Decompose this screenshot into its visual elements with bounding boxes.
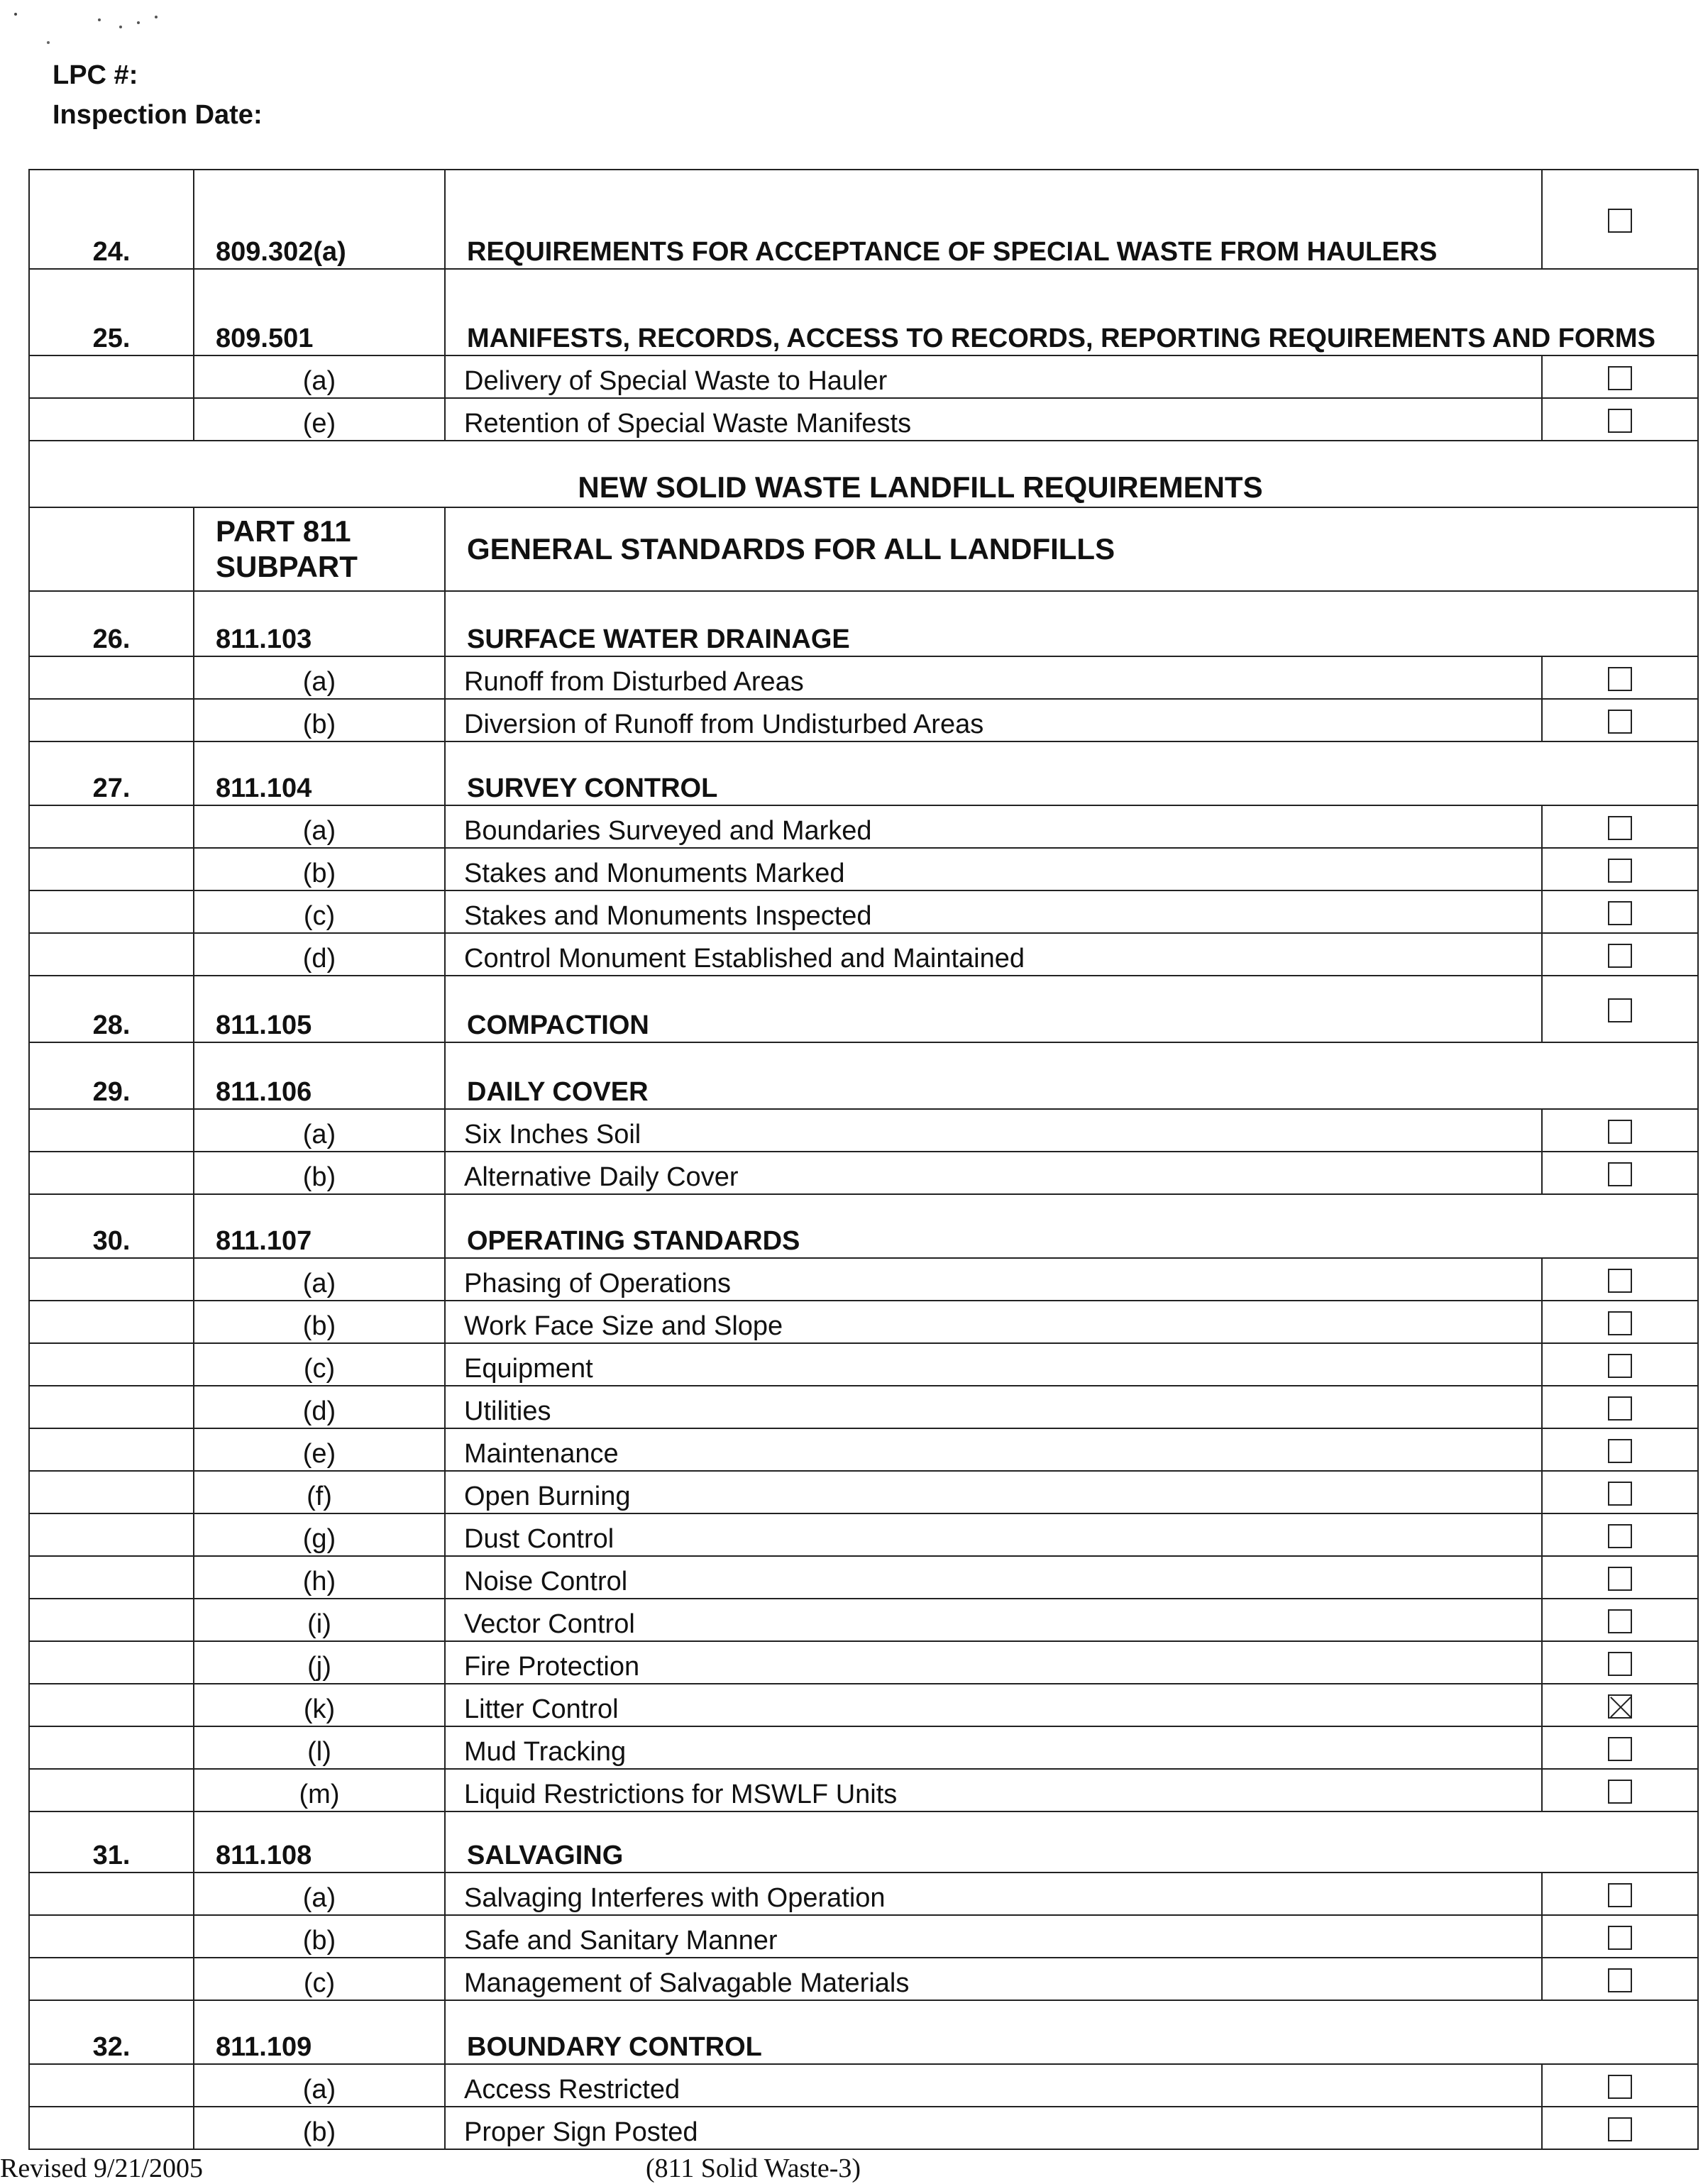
- section-code: 809.302(a): [194, 170, 445, 269]
- empty-cell: [29, 1343, 194, 1386]
- checkbox-cell: [1542, 2107, 1698, 2149]
- checkbox-cell: [1542, 355, 1698, 398]
- empty-cell: [29, 1109, 194, 1152]
- checkbox[interactable]: [1608, 2075, 1632, 2099]
- item-label: Management of Salvagable Materials: [445, 1958, 1542, 2000]
- empty-cell: [29, 1301, 194, 1343]
- item-label: Boundaries Surveyed and Marked: [445, 805, 1542, 848]
- checkbox-cell: [1542, 1109, 1698, 1152]
- subsection-letter: (a): [194, 805, 445, 848]
- checklist-item-row: [29, 1873, 1698, 1915]
- checklist-item-row: [29, 2107, 1698, 2149]
- checkbox-cell: [1542, 1915, 1698, 1958]
- checkbox[interactable]: [1608, 1780, 1632, 1804]
- checkbox-cell: [1542, 1513, 1698, 1556]
- checklist-item-row: [29, 1386, 1698, 1428]
- item-number: 30.: [29, 1194, 194, 1258]
- subsection-letter: (a): [194, 2064, 445, 2107]
- section-code: 811.103: [194, 591, 445, 656]
- checkbox-cell: [1542, 2064, 1698, 2107]
- item-label: Maintenance: [445, 1428, 1542, 1471]
- checkbox[interactable]: [1608, 816, 1632, 840]
- subsection-letter: (d): [194, 1386, 445, 1428]
- empty-cell: [29, 1915, 194, 1958]
- subsection-letter: (l): [194, 1726, 445, 1769]
- section-row: [29, 591, 1698, 656]
- subsection-letter: (i): [194, 1599, 445, 1641]
- banner-title: NEW SOLID WASTE LANDFILL REQUIREMENTS: [578, 470, 1263, 504]
- subsection-letter: (e): [194, 398, 445, 441]
- empty-cell: [29, 398, 194, 441]
- subsection-letter: (f): [194, 1471, 445, 1513]
- checkbox[interactable]: [1608, 1926, 1632, 1950]
- inspection-checklist-table: [28, 169, 1699, 2150]
- section-row: [29, 741, 1698, 805]
- empty-cell: [29, 1684, 194, 1726]
- checkbox-cell: [1542, 805, 1698, 848]
- item-label: Open Burning: [445, 1471, 1542, 1513]
- section-row: [29, 170, 1698, 269]
- item-label: Salvaging Interferes with Operation: [445, 1873, 1542, 1915]
- checkbox-cell: [1542, 1428, 1698, 1471]
- checklist-item-row: [29, 1769, 1698, 1811]
- item-number: 28.: [29, 976, 194, 1042]
- item-label: Control Monument Established and Maintained: [445, 933, 1542, 976]
- checkbox-cell: [1542, 933, 1698, 976]
- checklist-item-row: [29, 1641, 1698, 1684]
- checkbox-cell: [1542, 1769, 1698, 1811]
- subsection-letter: (e): [194, 1428, 445, 1471]
- checkbox[interactable]: [1608, 1524, 1632, 1548]
- subsection-letter: (a): [194, 1109, 445, 1152]
- subsection-letter: (g): [194, 1513, 445, 1556]
- item-label: Proper Sign Posted: [445, 2107, 1542, 2149]
- empty-cell: [29, 1513, 194, 1556]
- checkbox-cell: [1542, 848, 1698, 890]
- item-label: Phasing of Operations: [445, 1258, 1542, 1301]
- item-label: Retention of Special Waste Manifests: [445, 398, 1542, 441]
- checkbox-cell: [1542, 1258, 1698, 1301]
- checkbox-cell: [1542, 170, 1698, 269]
- checklist-item-row: [29, 1915, 1698, 1958]
- checklist-item-row: [29, 1471, 1698, 1513]
- item-label: Utilities: [445, 1386, 1542, 1428]
- checklist-item-row: [29, 1599, 1698, 1641]
- empty-cell: [29, 2064, 194, 2107]
- checklist-item-row: [29, 1343, 1698, 1386]
- item-label: Stakes and Monuments Inspected: [445, 890, 1542, 933]
- subsection-letter: (a): [194, 1258, 445, 1301]
- lpc-label: LPC #:: [53, 60, 138, 90]
- section-title: BOUNDARY CONTROL: [445, 2000, 1698, 2064]
- item-number: 29.: [29, 1042, 194, 1109]
- item-label: Stakes and Monuments Marked: [445, 848, 1542, 890]
- checkbox-cell: [1542, 1471, 1698, 1513]
- checkbox-cell: [1542, 1301, 1698, 1343]
- checkbox-cell: [1542, 656, 1698, 699]
- item-label: Runoff from Disturbed Areas: [445, 656, 1542, 699]
- checklist-item-row: [29, 848, 1698, 890]
- checkbox-cell: [1542, 1152, 1698, 1194]
- empty-cell: [29, 1599, 194, 1641]
- checklist-item-row: [29, 890, 1698, 933]
- item-label: Access Restricted: [445, 2064, 1542, 2107]
- checklist-item-row: [29, 1958, 1698, 2000]
- checklist-item-row: [29, 1301, 1698, 1343]
- item-number: 24.: [29, 170, 194, 269]
- empty-cell: [29, 1641, 194, 1684]
- empty-cell: [29, 1726, 194, 1769]
- checklist-item-row: [29, 1109, 1698, 1152]
- section-title: OPERATING STANDARDS: [445, 1194, 1698, 1258]
- checkbox[interactable]: [1608, 1396, 1632, 1421]
- item-number: 26.: [29, 591, 194, 656]
- item-label: Alternative Daily Cover: [445, 1152, 1542, 1194]
- checkbox[interactable]: [1608, 209, 1632, 233]
- checklist-item-row: [29, 805, 1698, 848]
- checkbox[interactable]: [1608, 1354, 1632, 1378]
- empty-cell: [29, 1769, 194, 1811]
- subsection-letter: (a): [194, 656, 445, 699]
- checklist-item-row: [29, 933, 1698, 976]
- checkbox[interactable]: [1608, 944, 1632, 968]
- empty-cell: [29, 1958, 194, 2000]
- checkbox[interactable]: [1608, 1737, 1632, 1761]
- section-title: SURFACE WATER DRAINAGE: [445, 591, 1698, 656]
- empty-cell: [29, 1258, 194, 1301]
- empty-cell: [29, 1152, 194, 1194]
- checklist-item-row: [29, 656, 1698, 699]
- subsection-letter: (b): [194, 1301, 445, 1343]
- subsection-letter: (b): [194, 848, 445, 890]
- checklist-item-row: [29, 1726, 1698, 1769]
- checkbox[interactable]: [1608, 1120, 1632, 1144]
- scan-specks: [14, 10, 170, 53]
- subsection-letter: (b): [194, 1915, 445, 1958]
- checklist-item-row: [29, 2064, 1698, 2107]
- section-code: 811.106: [194, 1042, 445, 1109]
- item-number: 25.: [29, 269, 194, 355]
- section-row: [29, 1811, 1698, 1873]
- checklist-item-row: [29, 1684, 1698, 1726]
- checkbox[interactable]: [1608, 1311, 1632, 1335]
- empty-cell: [29, 1873, 194, 1915]
- section-title: COMPACTION: [445, 976, 1542, 1042]
- section-row: [29, 976, 1698, 1042]
- checkbox[interactable]: [1608, 366, 1632, 390]
- checkbox-cell: [1542, 1556, 1698, 1599]
- subsection-letter: (b): [194, 2107, 445, 2149]
- item-number: 32.: [29, 2000, 194, 2064]
- section-row: [29, 269, 1698, 355]
- subsection-letter: (h): [194, 1556, 445, 1599]
- section-title: SURVEY CONTROL: [445, 741, 1698, 805]
- checkbox-cell: [1542, 976, 1698, 1042]
- item-label: Work Face Size and Slope: [445, 1301, 1542, 1343]
- checkbox[interactable]: [1608, 1482, 1632, 1506]
- checkbox[interactable]: [1608, 1968, 1632, 1992]
- checkbox[interactable]: [1608, 710, 1632, 734]
- part-header-row: [29, 507, 1698, 591]
- checkbox[interactable]: [1608, 1439, 1632, 1463]
- checkbox-cell: [1542, 1873, 1698, 1915]
- checklist-item-row: [29, 1556, 1698, 1599]
- item-label: Vector Control: [445, 1599, 1542, 1641]
- checklist-item-row: [29, 1428, 1698, 1471]
- checkbox-cell: [1542, 1599, 1698, 1641]
- inspection-date-label: Inspection Date:: [53, 100, 263, 130]
- banner-row: [29, 441, 1698, 507]
- part-label-line: SUBPART: [216, 550, 358, 583]
- section-title: MANIFESTS, RECORDS, ACCESS TO RECORDS, REPORTING REQUIREMENTS AND FORMS: [445, 269, 1698, 355]
- subsection-letter: (c): [194, 1958, 445, 2000]
- section-row: [29, 2000, 1698, 2064]
- empty-cell: [29, 656, 194, 699]
- checkbox[interactable]: [1608, 901, 1632, 925]
- checkbox-cell: [1542, 1958, 1698, 2000]
- empty-cell: [29, 805, 194, 848]
- item-label: Safe and Sanitary Manner: [445, 1915, 1542, 1958]
- checkbox-cell: [1542, 1386, 1698, 1428]
- checkbox-cell: [1542, 1343, 1698, 1386]
- checkbox-cell: [1542, 699, 1698, 741]
- part-label-line: PART 811: [216, 514, 351, 548]
- subsection-letter: (b): [194, 699, 445, 741]
- checkbox-cell: [1542, 1641, 1698, 1684]
- section-row: [29, 1194, 1698, 1258]
- checked-checkbox[interactable]: [1608, 1694, 1632, 1719]
- checkbox[interactable]: [1608, 1567, 1632, 1591]
- checkbox[interactable]: [1608, 859, 1632, 883]
- empty-cell: [29, 933, 194, 976]
- empty-cell: [29, 1386, 194, 1428]
- checkbox[interactable]: [1608, 2117, 1632, 2141]
- banner-cell: [29, 441, 1698, 507]
- checklist-item-row: [29, 1513, 1698, 1556]
- section-code: 811.104: [194, 741, 445, 805]
- item-number: 31.: [29, 1811, 194, 1873]
- checkbox[interactable]: [1608, 1609, 1632, 1633]
- section-row: [29, 1042, 1698, 1109]
- checkbox[interactable]: [1608, 667, 1632, 691]
- section-code: 811.108: [194, 1811, 445, 1873]
- item-label: Equipment: [445, 1343, 1542, 1386]
- item-label: Six Inches Soil: [445, 1109, 1542, 1152]
- part-title: GENERAL STANDARDS FOR ALL LANDFILLS: [445, 507, 1698, 591]
- subsection-letter: (k): [194, 1684, 445, 1726]
- section-title: SALVAGING: [445, 1811, 1698, 1873]
- subsection-letter: (a): [194, 355, 445, 398]
- checkbox[interactable]: [1608, 1162, 1632, 1186]
- revised-date: Revised 9/21/2005: [0, 2153, 204, 2183]
- empty-cell: [29, 355, 194, 398]
- checkbox[interactable]: [1608, 998, 1632, 1022]
- item-label: Delivery of Special Waste to Hauler: [445, 355, 1542, 398]
- checkbox[interactable]: [1608, 1269, 1632, 1293]
- subsection-letter: (j): [194, 1641, 445, 1684]
- section-title: DAILY COVER: [445, 1042, 1698, 1109]
- checkbox[interactable]: [1608, 409, 1632, 433]
- item-label: Noise Control: [445, 1556, 1542, 1599]
- checklist-item-row: [29, 398, 1698, 441]
- page-label: (811 Solid Waste-3): [646, 2153, 861, 2183]
- subsection-letter: (b): [194, 1152, 445, 1194]
- empty-cell: [29, 1428, 194, 1471]
- subsection-letter: (a): [194, 1873, 445, 1915]
- empty-cell: [29, 1471, 194, 1513]
- checkbox-cell: [1542, 1684, 1698, 1726]
- item-number: 27.: [29, 741, 194, 805]
- empty-cell: [29, 2107, 194, 2149]
- checklist-item-row: [29, 699, 1698, 741]
- subsection-letter: (m): [194, 1769, 445, 1811]
- subsection-letter: (c): [194, 890, 445, 933]
- subsection-letter: (c): [194, 1343, 445, 1386]
- item-label: Litter Control: [445, 1684, 1542, 1726]
- part-label: [194, 507, 445, 591]
- empty-cell: [29, 848, 194, 890]
- checkbox-cell: [1542, 398, 1698, 441]
- checklist-item-row: [29, 1152, 1698, 1194]
- section-code: 811.109: [194, 2000, 445, 2064]
- item-label: Liquid Restrictions for MSWLF Units: [445, 1769, 1542, 1811]
- empty-cell: [29, 507, 194, 591]
- section-code: 811.107: [194, 1194, 445, 1258]
- checklist-item-row: [29, 1258, 1698, 1301]
- empty-cell: [29, 1556, 194, 1599]
- form-header: [53, 55, 263, 135]
- section-code: 809.501: [194, 269, 445, 355]
- subsection-letter: (d): [194, 933, 445, 976]
- empty-cell: [29, 699, 194, 741]
- checkbox-cell: [1542, 890, 1698, 933]
- checkbox[interactable]: [1608, 1652, 1632, 1676]
- checkbox-cell: [1542, 1726, 1698, 1769]
- section-title: REQUIREMENTS FOR ACCEPTANCE OF SPECIAL WASTE FROM HAULERS: [445, 170, 1542, 269]
- checklist-item-row: [29, 355, 1698, 398]
- section-code: 811.105: [194, 976, 445, 1042]
- checkbox[interactable]: [1608, 1883, 1632, 1907]
- item-label: Diversion of Runoff from Undisturbed Areas: [445, 699, 1542, 741]
- item-label: Fire Protection: [445, 1641, 1542, 1684]
- empty-cell: [29, 890, 194, 933]
- item-label: Dust Control: [445, 1513, 1542, 1556]
- item-label: Mud Tracking: [445, 1726, 1542, 1769]
